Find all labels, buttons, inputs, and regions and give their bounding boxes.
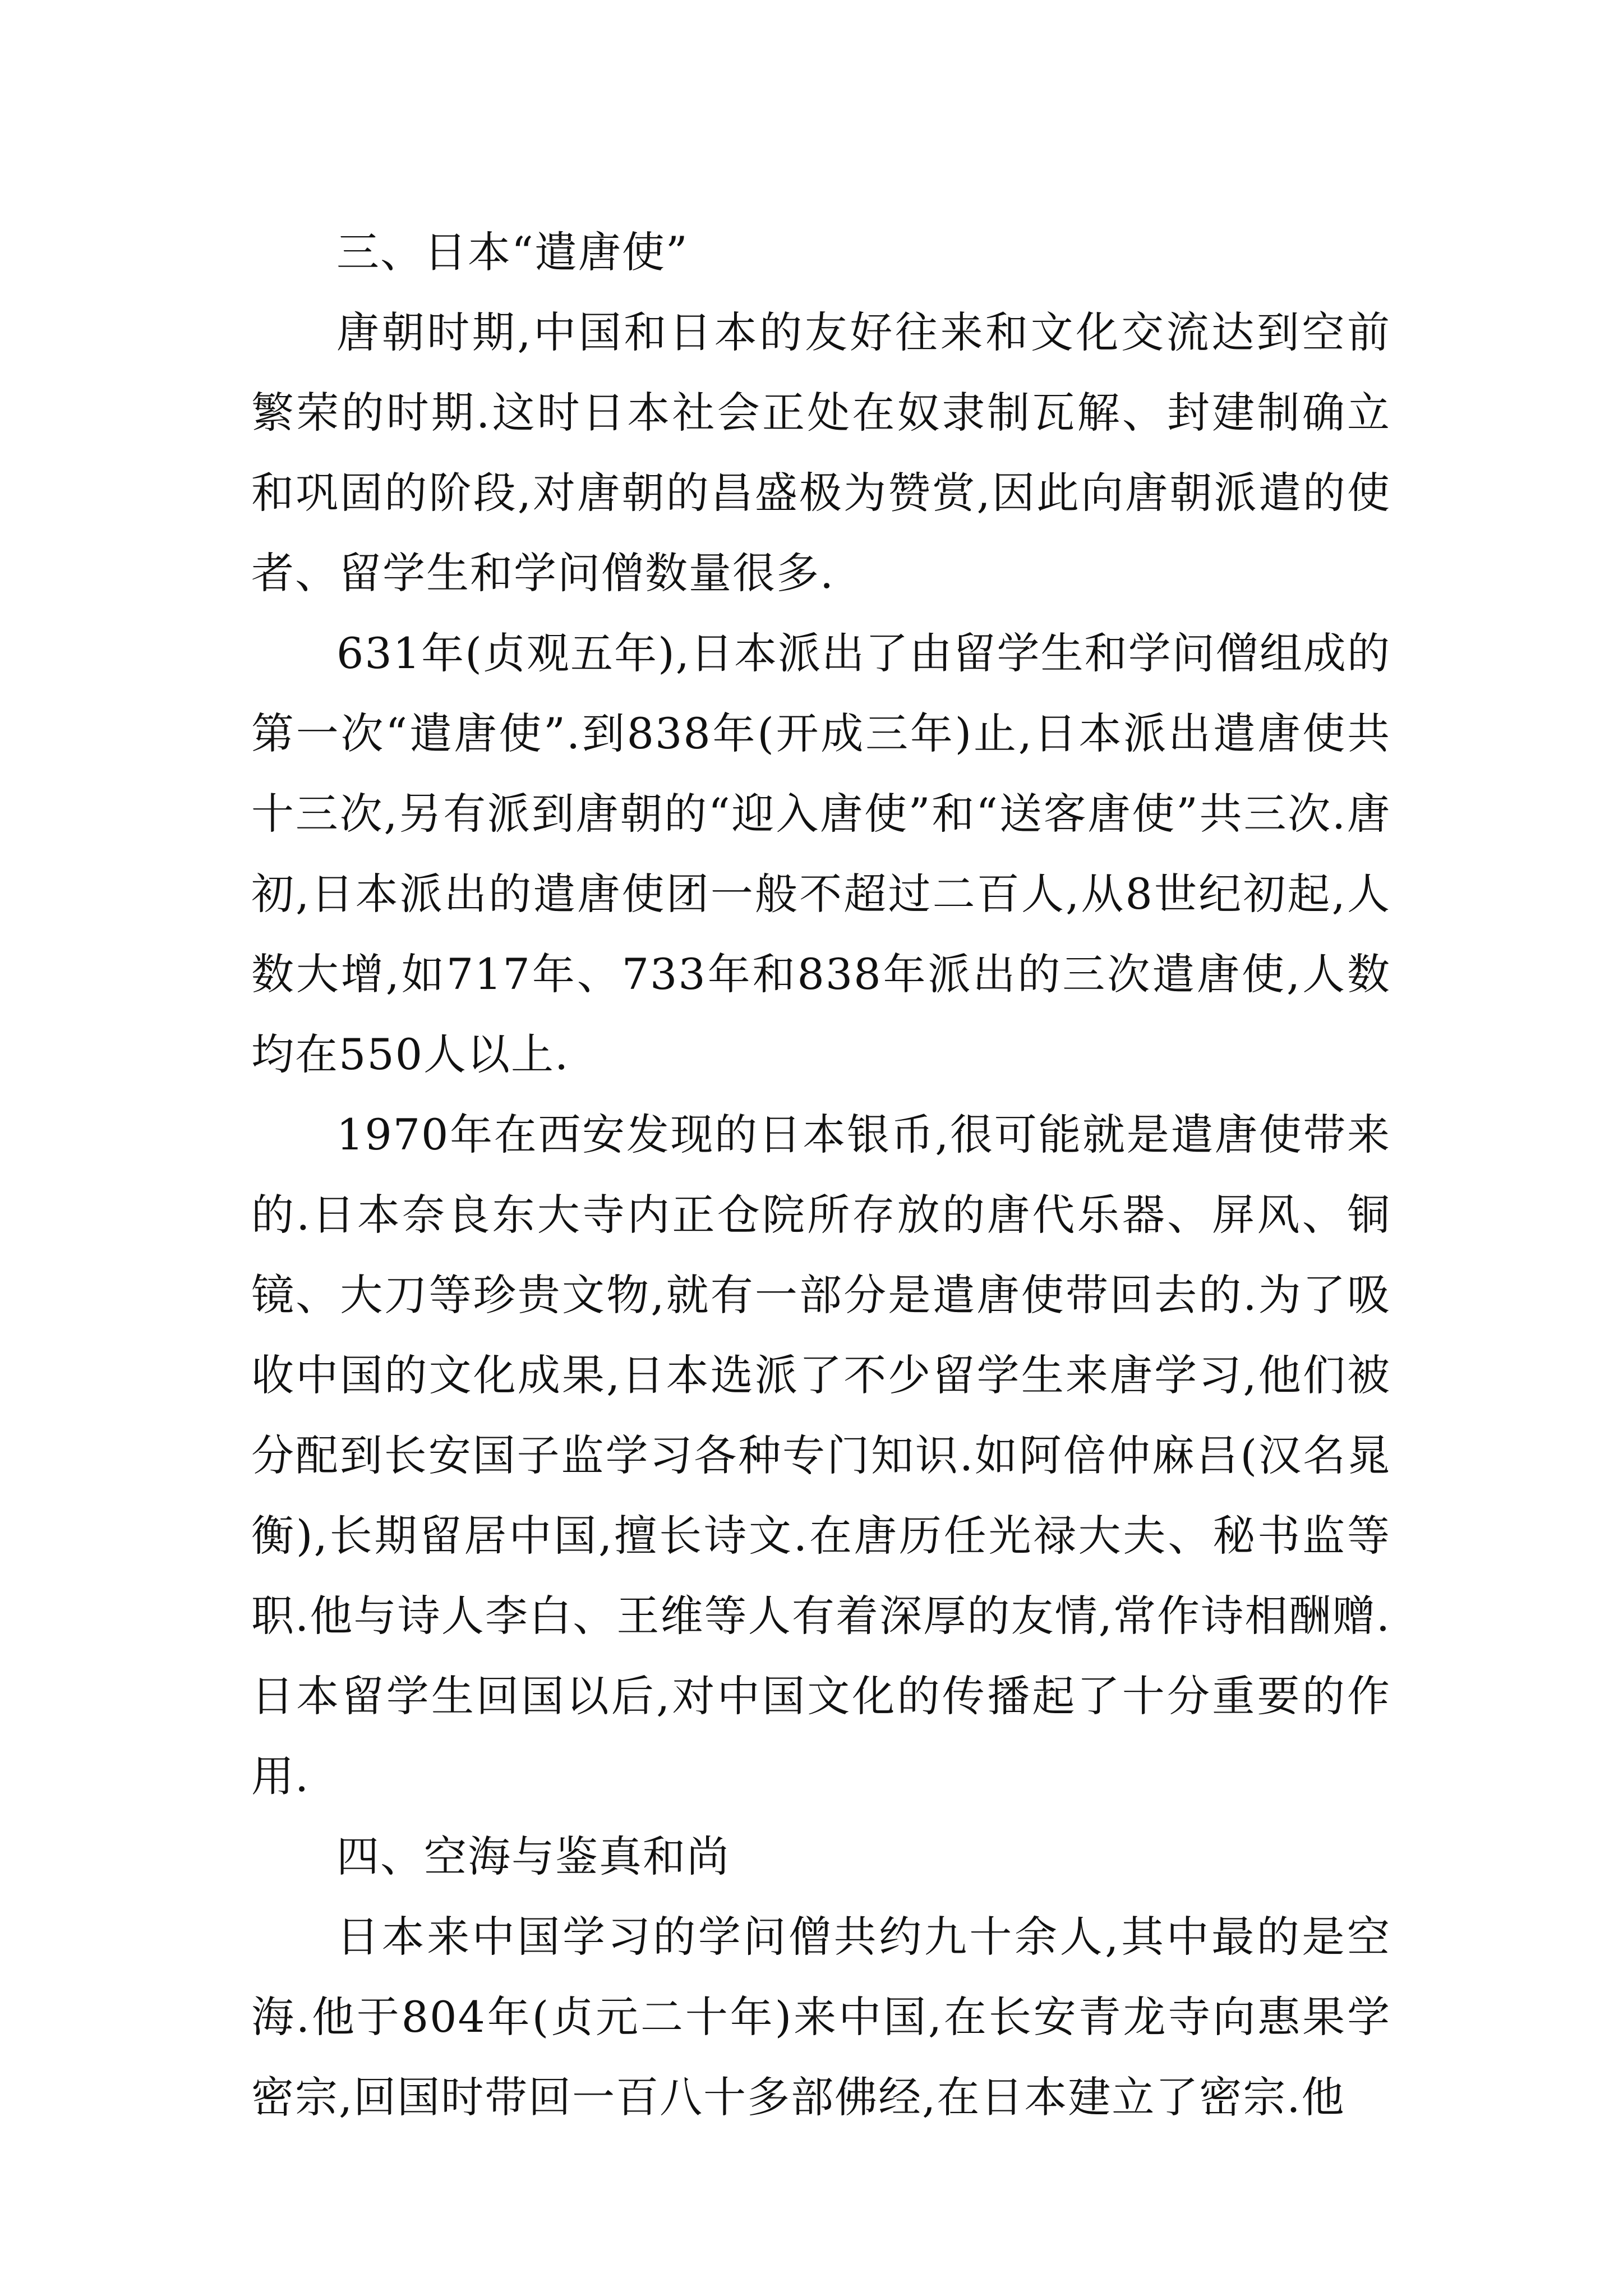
document-body xyxy=(251,212,1391,2137)
paragraph: 1970年在西安发现的日本银币,很可能就是遣唐使带来的.日本奈良东大寺内正仓院所存放的唐代乐器、屏风、铜镜、大刀等珍贵文物,就有一部分是遣唐使带回去的.为了吸收中国的文化成果,日本选派了不少留学生来唐学习,他们被分配到长安国子监学习各种专门知识.如阿倍仲麻吕(汉名晁衡),长期留居中国,擅长诗文.在唐历任光禄大夫、秘书监等职.他与诗人李白、王维等人有着深厚的友情,常作诗相酬赠.日本留学生回国以后,对中国文化的传播起了十分重要的作用. xyxy=(251,1110,1391,1801)
paragraph: 631年(贞观五年),日本派出了由留学生和学问僧组成的第一次“遣唐使”.到838年(开成三年)止,日本派出遣唐使共十三次,另有派到唐朝的“迎入唐使”和“送客唐使”共三次.唐初,日本派出的遣唐使团一般不超过二百人,从8世纪初起,人数大增,如717年、733年和838年派出的三次遣唐使,人数均在550人以上. xyxy=(251,628,1391,1079)
section-heading-four: 四、空海与鉴真和尚 xyxy=(336,1832,730,1881)
paragraph: 日本来中国学习的学问僧共约九十余人,其中最的是空海.他于804年(贞元二十年)来中国,在长安青龙寺向惠果学密宗,回国时带回一百八十多部佛经,在日本建立了密宗.他 xyxy=(251,1912,1391,2122)
paragraph: 唐朝时期,中国和日本的友好往来和文化交流达到空前繁荣的时期.这时日本社会正处在奴隶制瓦解、封建制确立和巩固的阶段,对唐朝的昌盛极为赞赏,因此向唐朝派遣的使者、留学生和学问僧数量很多. xyxy=(251,307,1391,598)
section-heading-three: 三、日本“遣唐使” xyxy=(336,227,689,277)
